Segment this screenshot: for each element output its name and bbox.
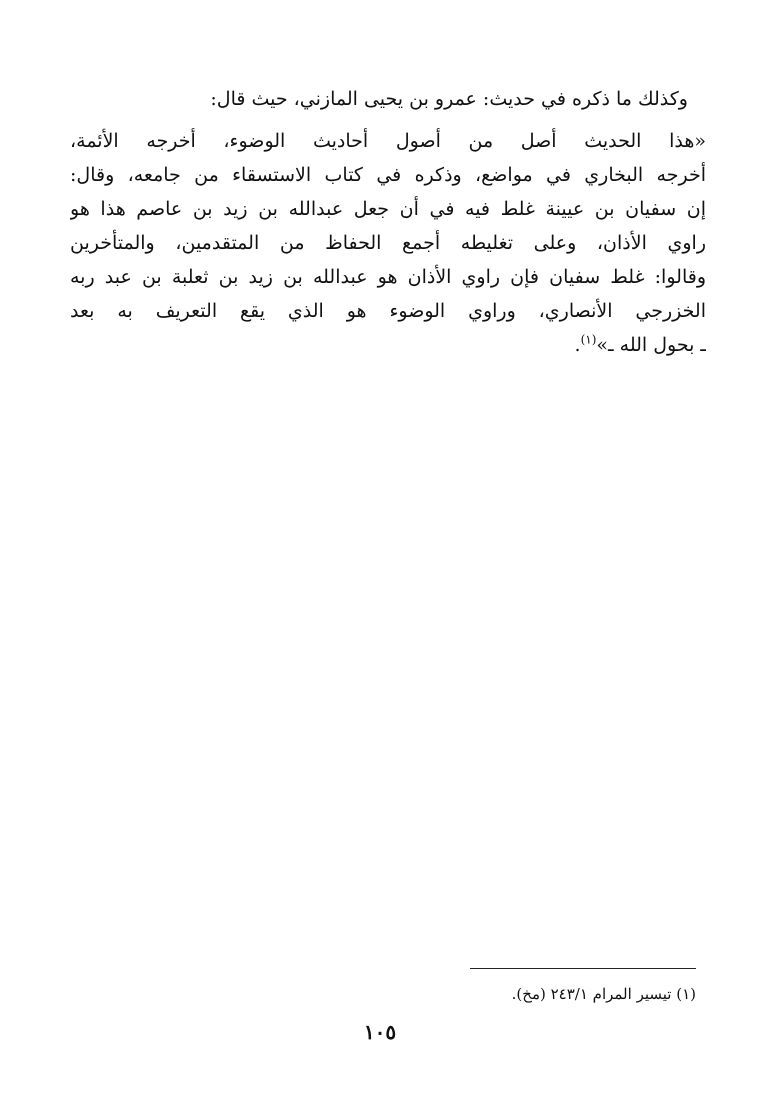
intro-line: وكذلك ما ذكره في حديث: عمرو بن يحيى المازني، حيث قال: (210, 88, 688, 110)
quoted-paragraph (70, 124, 706, 362)
quote-end-punctuation: . (574, 334, 581, 356)
footnote-reference: (١) (580, 332, 597, 347)
footnote: (١) تيسير المرام ٢٤٣/١ (مخ). (511, 985, 696, 1003)
quote-line-1: «هذا الحديث أصل من أصول أحاديث الوضوء، أخرجه الأئمة، (70, 130, 706, 152)
quote-line-5: وقالوا: غلط سفيان فإن راوي الأذان هو عبدالله بن زيد بن ثعلبة بن عبد ربه (70, 266, 706, 288)
quote-closing-text: ـ بحول الله ـ» (596, 334, 706, 356)
intro-paragraph (70, 82, 706, 116)
quote-line-2: أخرجه البخاري في مواضع، وذكره في كتاب الاستسقاء من جامعه، وقال: (70, 164, 706, 186)
footnote-divider (470, 968, 696, 969)
quote-line-7 (70, 328, 706, 362)
page-number: ١٠٥ (363, 1020, 397, 1044)
quote-line-4: راوي الأذان، وعلى تغليطه أجمع الحفاظ من المتقدمين، والمتأخرين (70, 232, 706, 254)
quote-line-3: إن سفيان بن عيينة غلط فيه في أن جعل عبدالله بن زيد بن عاصم هذا هو (70, 198, 706, 220)
quote-line-6: الخزرجي الأنصاري، وراوي الوضوء هو الذي يقع التعريف به بعد (70, 300, 706, 322)
